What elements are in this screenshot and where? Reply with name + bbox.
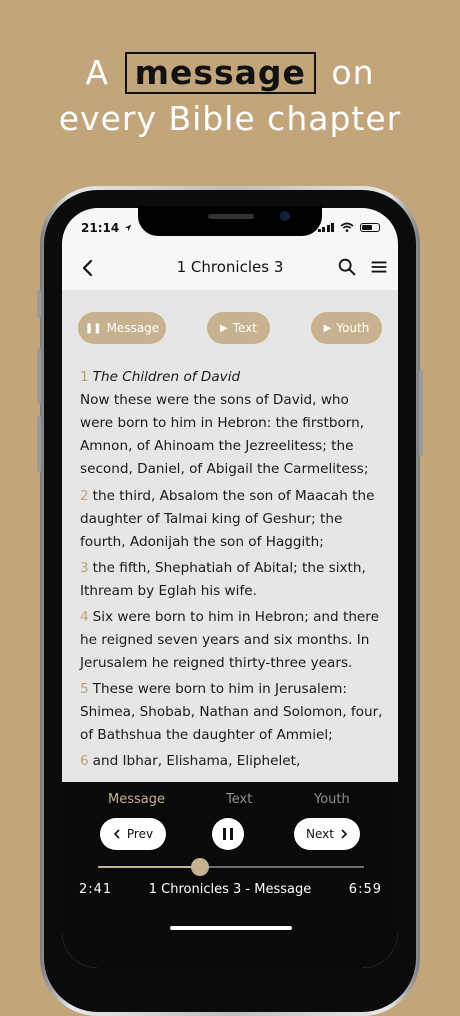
elapsed-time: 2:41	[79, 882, 113, 897]
hamburger-menu-icon[interactable]	[368, 256, 390, 278]
pause-bar	[223, 828, 226, 840]
wifi-icon	[340, 222, 354, 232]
status-time: 21:14	[81, 221, 132, 235]
verse-2	[80, 485, 384, 554]
promo-word-on: on	[331, 53, 375, 92]
verse-1	[80, 366, 384, 481]
nav-bar	[62, 246, 398, 290]
promo-headline	[0, 50, 460, 142]
youth-audio-label: Youth	[336, 321, 370, 335]
verse-number: 5	[80, 681, 89, 697]
player-tab-youth[interactable]: Youth	[314, 792, 350, 807]
promo-boxed-word: message	[125, 52, 316, 94]
volume-down-button	[37, 416, 41, 472]
earpiece-speaker	[208, 214, 254, 219]
verse-text: These were born to him in Jerusalem: Shimea, Shobab, Nathan and Solomon, four, of Bathshua the daughter of Ammiel;	[80, 681, 383, 743]
battery-icon	[360, 223, 380, 232]
message-audio-label: Message	[106, 321, 160, 335]
verse-6	[80, 750, 384, 773]
text-audio-button[interactable]	[207, 312, 270, 344]
play-icon: ▶	[323, 322, 332, 334]
phone-notch	[138, 206, 322, 236]
verse-number: 4	[80, 609, 89, 625]
chevron-right-icon	[340, 829, 348, 839]
pause-icon: ❚❚	[84, 322, 102, 334]
volume-up-button	[37, 348, 41, 404]
search-icon[interactable]	[336, 256, 358, 278]
verse-5	[80, 678, 384, 747]
promo-line-2: every Bible chapter	[58, 99, 402, 138]
promo-line-1	[0, 50, 460, 96]
verse-text: the third, Absalom the son of Maacah the daughter of Talmai king of Geshur; the fourth, Adonijah the son of Haggith;	[80, 488, 375, 550]
progress-slider[interactable]	[98, 866, 364, 868]
verse-text: the fifth, Shephatiah of Abital; the sixth, Ithream by Eglah his wife.	[80, 560, 366, 599]
player-tab-message[interactable]: Message	[108, 792, 165, 807]
power-button	[419, 370, 423, 456]
chapter-content[interactable]	[62, 290, 398, 782]
prev-button[interactable]	[100, 818, 166, 850]
phone-screen	[62, 208, 398, 968]
status-icons	[318, 222, 381, 232]
pause-button[interactable]	[212, 818, 244, 850]
chevron-left-icon	[113, 829, 121, 839]
text-audio-label: Text	[232, 321, 257, 335]
back-chevron-icon[interactable]	[76, 256, 100, 280]
pause-bar	[230, 828, 233, 840]
page-title: 1 Chronicles 3	[176, 258, 284, 276]
location-arrow-icon	[124, 224, 132, 232]
prev-label: Prev	[126, 827, 154, 841]
now-playing-title: 1 Chronicles 3 - Message	[148, 882, 312, 897]
progress-knob[interactable]	[191, 858, 209, 876]
promo-word-a: A	[85, 53, 110, 92]
verse-4	[80, 606, 384, 675]
youth-audio-button[interactable]	[311, 312, 382, 344]
home-indicator[interactable]	[170, 926, 292, 930]
message-audio-button[interactable]	[78, 312, 166, 344]
audio-player	[62, 782, 398, 968]
player-tab-text[interactable]: Text	[226, 792, 253, 807]
next-button[interactable]	[294, 818, 360, 850]
duration-time: 6:59	[348, 882, 382, 897]
verse-number: 3	[80, 560, 89, 576]
progress-fill	[98, 866, 200, 868]
next-label: Next	[306, 827, 334, 841]
verse-number: 1	[80, 369, 89, 385]
verse-number: 6	[80, 753, 89, 769]
verse-number: 2	[80, 488, 89, 504]
mute-switch	[37, 290, 41, 318]
front-camera	[280, 211, 290, 221]
verse-list	[80, 366, 384, 773]
play-icon: ▶	[220, 322, 228, 334]
verse-text: and Ibhar, Elishama, Eliphelet,	[92, 753, 301, 769]
verse-text: Six were born to him in Hebron; and there he reigned seven years and six months. In Jerusalem he reigned thirty-three years.	[80, 609, 379, 671]
verse-3	[80, 557, 384, 603]
verse-text: Now these were the sons of David, who were born to him in Hebron: the firstborn, Amnon, of Ahinoam the Jezreelitess; the second, Daniel, of Abigail the Carmelitess;	[80, 392, 369, 477]
section-heading: The Children of David	[92, 369, 241, 385]
